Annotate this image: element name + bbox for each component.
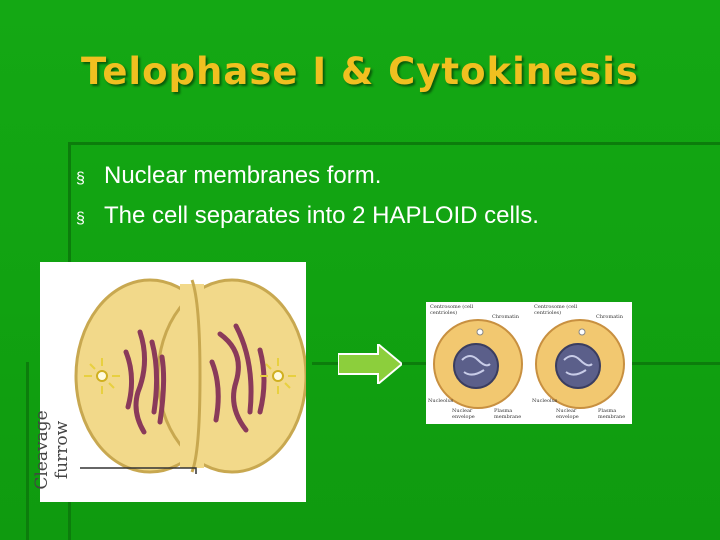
telophase-cell-diagram	[32, 262, 306, 502]
cell2-membrane-label: Plasma membrane	[598, 408, 626, 420]
haploid-cell-2	[536, 320, 624, 408]
cell2-envelope-label: Nuclear envelope	[556, 408, 579, 420]
bullet-list	[76, 162, 539, 242]
cell2-centrosome-label: Centrosome (cell centrioles)	[534, 304, 578, 316]
right-arrow-icon	[338, 344, 402, 389]
bullet-text: The cell separates into 2 HAPLOID cells.	[104, 202, 539, 229]
bullet-marker: §	[76, 170, 85, 187]
cleavage-furrow-label: Cleavage furrow	[32, 410, 72, 490]
bullet-text: Nuclear membranes form.	[104, 162, 382, 189]
cell2-chromatin-label: Chromatin	[596, 314, 623, 320]
cell-body	[76, 280, 306, 472]
cell1-centrosome-label: Centrosome (cell centrioles)	[430, 304, 474, 316]
haploid-cell-1	[434, 320, 522, 408]
cell2-nucleolus-label: Nucleolus	[532, 398, 558, 404]
haploid-cells-diagram	[426, 302, 632, 424]
decor-line-top	[68, 142, 720, 145]
bullet-marker: §	[76, 210, 85, 227]
bullet-item	[76, 202, 539, 242]
cell1-nucleolus-label: Nucleolus	[428, 398, 454, 404]
cell1-envelope-label: Nuclear envelope	[452, 408, 475, 420]
cell1-chromatin-label: Chromatin	[492, 314, 519, 320]
slide-title: Telophase I & Cytokinesis	[81, 50, 639, 93]
bullet-item	[76, 162, 539, 202]
decor-line-left2	[26, 362, 29, 540]
cell1-membrane-label: Plasma membrane	[494, 408, 522, 420]
